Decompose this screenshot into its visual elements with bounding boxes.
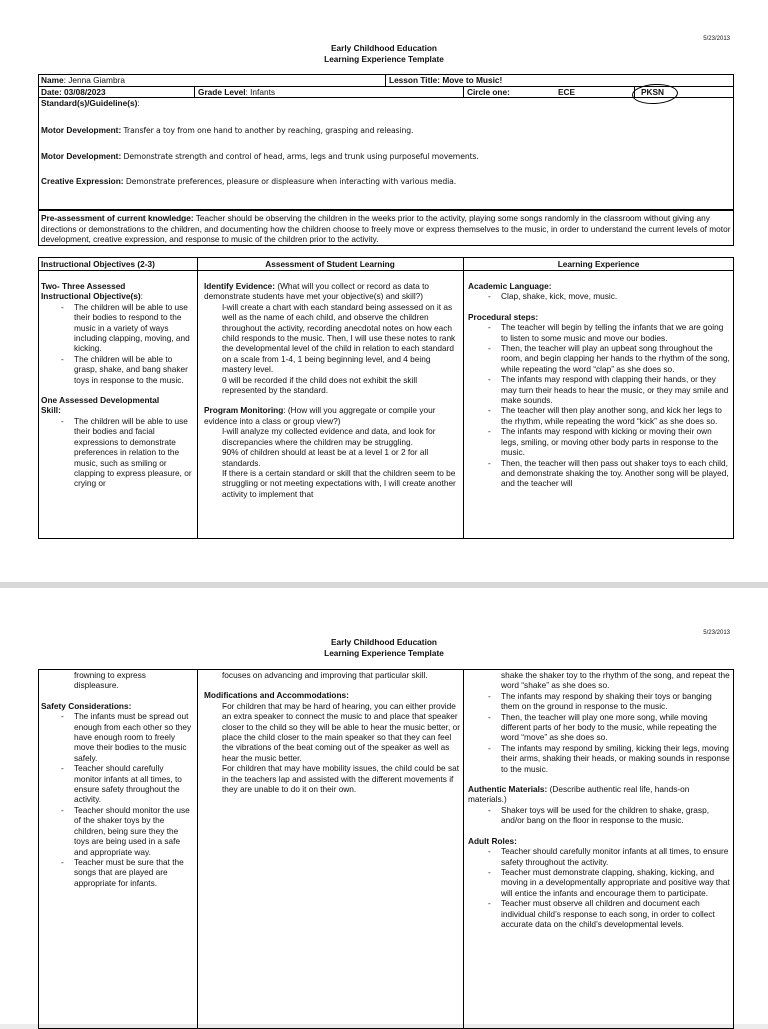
- option-pksn: PKSN: [641, 87, 665, 97]
- assessment-column: Identify Evidence: (What will you collect or record as data to demonstrate students have met your objective(s) and skill?) - I will create a chart with each standard being assessed on it as well as the name of each child, and observe the children throughout the activity, recording anecdotal notes on how each child responds to the music. Then, I will use these notes to rank the developmental level of the child in relation to each standard on a scale from 1-4, 1 being beginning level, and 4 being mastery level. - 0 will be recorded if the child does not exhibit the skill represented by the standard. Program Monitoring: (How will you aggregate or compile your evidence into a class or group view?) - I will analyze my collected evidence and data, and look for discrepancies where the children may be struggling. - 90% of children should at least be at a level 1 or 2 for all standards. - If there is a certain standard or skill that the children seem to be struggling or not meeting expectations with, I will create another activity to implement that: [204, 281, 460, 499]
- objectives-column-continued: frowning to express displeasure. Safety Considerations: - The infants must be spread out enough from each other so they have enough room to freely move their bodies to the music safely. - Teacher should carefully monitor infants at all times, to ensure safety throughout the activity. - Teacher should monitor the use of the shaker toys by the children, being sure they the toys are being used in a safe and appropriate way. - Teacher must be sure that the songs that are played are appropriate for infants.: [41, 670, 193, 888]
- standard-1: Motor Development: Transfer a toy from one hand to another by reaching, grasping and releasing.: [41, 125, 414, 135]
- doc-title-line-1: Early Childhood Education: [330, 637, 438, 647]
- evidence-item: - I will create a chart with each standard being assessed on it as well as the name of each child, and observe the children throughout the activity, recording anecdotal notes on how each child responds to the music. Then, I will use these notes to rank the developmental level of the child in relation to each standard on a scale from 1-4, 1 being beginning level, and 4 being mastery level.: [204, 302, 460, 375]
- grade-level: Grade Level: Infants: [198, 87, 276, 97]
- date-field: Date: 03/08/2023: [41, 87, 106, 97]
- page-date: 5/23/2013: [703, 630, 730, 636]
- safety-item: - Teacher should monitor the use of the shaker toys by the children, being sure they the toys are being used in a safe and appropriate way.: [41, 805, 193, 857]
- academic-item: - Clap, shake, kick, move, music.: [468, 291, 730, 301]
- safety-item: - Teacher must be sure that the songs that are played are appropriate for infants.: [41, 857, 193, 888]
- objectives-column: Two- Three Assessed Instructional Objective(s): - The children will be able to use their bodies to respond to the music in a variety of ways including clapping, moving, and kicking. - The children will be able to grasp, shake, and bang shaker toys in response to the music. One Assessed Developmental Skill: - The children will be able to use their bodies and facial expressions to demonstrate preferences in relation to the music, such as smiling or clapping to express pleasure, or crying or: [41, 281, 193, 489]
- modification-item: - For children that may have mobility issues, the child could be sat in the teachers lap and assisted with the different movements if they are unable to do it on their own.: [204, 763, 460, 794]
- circle-one-label: Circle one:: [467, 87, 510, 97]
- assessment-column-continued: focuses on advancing and improving that particular skill. Modifications and Accommodations: - For children that may be hard of hearing, you can either provide an extra speaker to connect the music to and place that speaker closer to the child so they will be able to hear the music better, or place the child closer to the main speaker so that they can feel the vibrations of the beat coming out of the speaker as well as hear the music better. - For children that may have mobility issues, the child could be sat in the teachers lap and assisted with the different movements if they are unable to do it on their own.: [204, 670, 460, 794]
- learning-experience-column: Academic Language: - Clap, shake, kick, move, music. Procedural steps: - The teacher will begin by telling the infants that we are going to listen to some music and move our bodies. - Then, the teacher will play an upbeat song throughout the room, and begin clapping her hands to the rhythm of the song, while repeating the word “clap” as she does so. - The infants may respond with clapping their hands, or they may turn their heads to hear the music, or they may smile and make sounds. - The teacher will then play another song, and kick her legs to the rhythm, while repeating the word “kick” as she does so. - The infants may respond with kicking or moving their own legs, smiling, or moving other body parts in response to the music. - Then, the teacher will then pass out shaker toys to each child, and demonstrate shaking the toy. Another song will be played, and the teacher will: [468, 281, 730, 489]
- objective-item: - The children will be able to use their bodies to respond to the music in a variety of ways including clapping, moving, and kicking.: [41, 302, 193, 354]
- safety-item: - The infants must be spread out enough from each other so they have enough room to freely move their bodies to the music safely.: [41, 711, 193, 763]
- evidence-item: - 0 will be recorded if the child does not exhibit the skill represented by the standard.: [204, 375, 460, 396]
- monitoring-item: - 90% of children should at least be at a level 1 or 2 for all standards.: [204, 447, 460, 468]
- safety-item: - Teacher should carefully monitor infants at all times, to ensure safety throughout the activity.: [41, 763, 193, 805]
- learning-experience-column-continued: shake the shaker toy to the rhythm of the song, and repeat the word “shake” as she does so. - The infants may respond by shaking their toys or banging them on the ground in response to the music. - Then, the teacher will play one more song, while moving different parts of her body to the music, while repeating the word “move” as she does so. - The infants may respond by smiling, kicking their legs, moving their arms, shaking their heads, or making sounds in response to the music. Authentic Materials: (Describe authentic real life, hands-on materials.) - Shaker toys will be used for the children to shake, grasp, and/or bang on the floor in response to the music. Adult Roles: - Teacher should carefully monitor infants at all times, to ensure safety throughout the activity. - Teacher must demonstrate clapping, shaking, kicking, and moving in a developmentally appropriate and positive way that will entice the infants and encourage them to participate. - Teacher must observe all children and document each individual child’s response to each song, in order to collect accurate data on the child’s developmental levels.: [468, 670, 730, 929]
- standards-label: Standard(s)/Guideline(s):: [41, 98, 140, 108]
- adult-role-item: - Teacher must demonstrate clapping, shaking, kicking, and moving in a developmentally appropriate and positive way that will entice the infants and encourage them to participate.: [468, 867, 730, 898]
- monitoring-item: - I will analyze my collected evidence and data, and look for discrepancies where the children may be struggling.: [204, 426, 460, 447]
- col2-header: Assessment of Student Learning: [265, 259, 395, 269]
- standard-2: Motor Development: Demonstrate strength and control of head, arms, legs and trunk using purposeful movements.: [41, 151, 479, 161]
- procedural-step: - The infants may respond by shaking their toys or banging them on the ground in response to the music.: [468, 691, 730, 712]
- procedural-step: - The infants may respond with kicking or moving their own legs, smiling, or moving other body parts in response to the music.: [468, 426, 730, 457]
- doc-title-line-2: Learning Experience Template: [324, 648, 444, 658]
- procedural-step: - The teacher will then play another song, and kick her legs to the rhythm, while repeating the word “kick” as she does so.: [468, 405, 730, 426]
- procedural-step: - Then, the teacher will play an upbeat song throughout the room, and begin clapping her hands to the rhythm of the song, while repeating the word “clap” as she does so.: [468, 343, 730, 374]
- doc-title-line-2: Learning Experience Template: [324, 54, 444, 64]
- procedural-step: - The infants may respond by smiling, kicking their legs, moving their arms, shaking their heads, or making sounds in response to the music.: [468, 743, 730, 774]
- document-page-2: [0, 588, 768, 1024]
- adult-role-item: - Teacher must observe all children and document each individual child’s response to each song, in order to collect accurate data on the child’s developmental levels.: [468, 898, 730, 929]
- procedural-step: - Then, the teacher will play one more song, while moving different parts of her body to the music, while repeating the word “move” as she does so.: [468, 712, 730, 743]
- procedural-step: - The teacher will begin by telling the infants that we are going to listen to some music and move our bodies.: [468, 322, 730, 343]
- material-item: - Shaker toys will be used for the children to shake, grasp, and/or bang on the floor in response to the music.: [468, 805, 730, 826]
- monitoring-item: - If there is a certain standard or skill that the children seem to be struggling or not meeting expectations with, I will create another activity to implement that: [204, 468, 460, 499]
- lesson-title: Lesson Title: Move to Music!: [389, 75, 503, 85]
- name-field: Name: Jenna Giambra: [41, 75, 125, 85]
- option-ece: ECE: [558, 87, 576, 97]
- col1-header: Instructional Objectives (2-3): [41, 259, 155, 269]
- procedural-step: - The infants may respond with clapping their hands, or they may turn their heads to hear the music, or they may smile and make sounds.: [468, 374, 730, 405]
- objective-item: - The children will be able to grasp, shake, and bang shaker toys in response to the music.: [41, 354, 193, 385]
- modification-item: - For children that may be hard of hearing, you can either provide an extra speaker to connect the music to and place that speaker closer to the child so they will be able to hear the music better, or place the child closer to the main speaker so that they can feel the vibrations of the beat coming out of the speaker as well as hear the music better.: [204, 701, 460, 763]
- adult-role-item: - Teacher should carefully monitor infants at all times, to ensure safety throughout the activity.: [468, 846, 730, 867]
- preassessment-text: Pre-assessment of current knowledge: Teacher should be observing the children in the weeks prior to the activity, playing some songs randomly in the classroom without giving any directions or demonstrations to the children, and documenting how the children choose to freely move or express themselves to the music, in order to understand the current levels of motor development, creative expression, and response to music of the children prior to the activity.: [41, 213, 731, 245]
- doc-title-line-1: Early Childhood Education: [330, 43, 438, 53]
- col3-header: Learning Experience: [557, 259, 640, 269]
- page-date: 5/23/2013: [703, 36, 730, 42]
- skill-item: - The children will be able to use their bodies and facial expressions to demonstrate preferences in relation to the music, such as smiling or clapping to express pleasure, or crying or: [41, 416, 193, 489]
- procedural-step: - Then, the teacher will then pass out shaker toys to each child, and demonstrate shaking the toy. Another song will be played, and the teacher will: [468, 458, 730, 489]
- standard-3: Creative Expression: Demonstrate preferences, pleasure or displeasure when interacting with various media.: [41, 176, 457, 186]
- info-box: [38, 74, 734, 210]
